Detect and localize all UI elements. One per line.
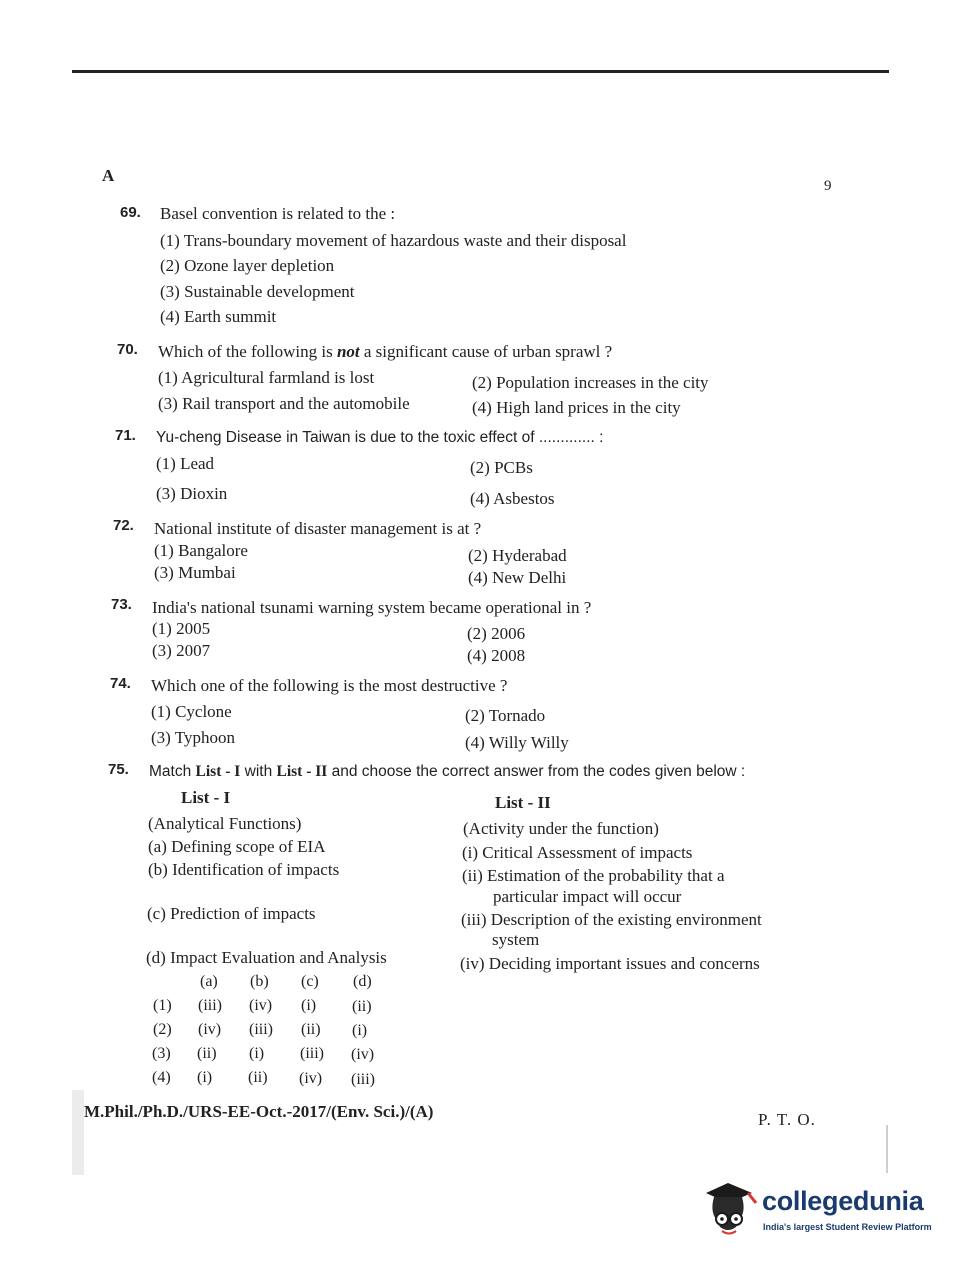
question-number: 70. xyxy=(117,341,138,358)
question-number: 69. xyxy=(120,204,141,221)
option: (2) PCBs xyxy=(470,458,533,477)
codes-cell: (ii) xyxy=(352,998,372,1015)
codes-cell: (i) xyxy=(197,1069,213,1086)
option: (4) New Delhi xyxy=(468,568,567,587)
question-text: India's national tsunami warning system became operational in ? xyxy=(152,598,592,617)
codes-cell: (ii) xyxy=(197,1045,217,1062)
brand-tagline: India's largest Student Review Platform xyxy=(763,1222,932,1232)
option: (4) High land prices in the city xyxy=(472,398,681,417)
option: (3) Rail transport and the automobile xyxy=(158,394,410,413)
question-number: 73. xyxy=(111,596,132,613)
question-text: Which one of the following is the most destructive ? xyxy=(151,676,508,695)
option: (2) Population increases in the city xyxy=(472,373,709,392)
codes-cell: (iii) xyxy=(351,1071,375,1088)
list1-heading: List - I xyxy=(181,788,231,807)
option: (4) Asbestos xyxy=(470,489,555,508)
option: (3) Sustainable development xyxy=(160,282,355,301)
question-text: Which of the following is not a significant cause of urban sprawl ? xyxy=(158,342,613,361)
option: (4) 2008 xyxy=(467,646,526,665)
question-number: 74. xyxy=(110,675,131,692)
codes-cell: (iv) xyxy=(299,1070,323,1087)
list2-item: (iii) Description of the existing environment xyxy=(461,910,762,929)
question-number: 71. xyxy=(115,427,136,444)
codes-cell: (iv) xyxy=(351,1046,375,1063)
codes-header: (a) xyxy=(200,973,218,990)
codes-cell: (ii) xyxy=(248,1069,268,1086)
option: (3) Typhoon xyxy=(151,728,235,747)
option: (2) Ozone layer depletion xyxy=(160,256,335,275)
option: (3) 2007 xyxy=(152,641,211,660)
question-text: Yu-cheng Disease in Taiwan is due to the toxic effect of ............. : xyxy=(156,429,604,446)
codes-cell: (iii) xyxy=(249,1021,273,1038)
page-number: 9 xyxy=(824,178,832,194)
list2-item: particular impact will occur xyxy=(493,887,682,906)
scan-edge-shadow xyxy=(72,1090,84,1175)
list1-item: (d) Impact Evaluation and Analysis xyxy=(146,948,387,967)
codes-row-label: (4) xyxy=(152,1069,171,1086)
codes-cell: (ii) xyxy=(301,1021,321,1038)
list1-subheading: (Analytical Functions) xyxy=(148,814,302,833)
codes-cell: (i) xyxy=(352,1022,368,1039)
list2-subheading: (Activity under the function) xyxy=(463,819,659,838)
codes-header: (d) xyxy=(353,973,372,990)
codes-cell: (iii) xyxy=(198,997,222,1014)
option: (2) 2006 xyxy=(467,624,526,643)
codes-cell: (iii) xyxy=(300,1045,324,1062)
codes-row-label: (3) xyxy=(152,1045,171,1062)
option: (1) Bangalore xyxy=(154,541,248,560)
top-rule xyxy=(72,70,889,73)
option: (2) Tornado xyxy=(465,706,546,725)
question-text: Match List - I with List - II and choose the correct answer from the codes given below : xyxy=(149,763,746,780)
codes-row-label: (1) xyxy=(153,997,172,1014)
option: (1) Lead xyxy=(156,454,215,473)
list2-item: system xyxy=(492,930,540,949)
option: (1) Cyclone xyxy=(151,702,232,721)
question-number: 72. xyxy=(113,517,134,534)
question-number: 75. xyxy=(108,761,129,778)
list2-heading: List - II xyxy=(495,793,551,812)
codes-header: (b) xyxy=(250,973,269,990)
list2-item: (ii) Estimation of the probability that a xyxy=(462,866,725,885)
brand-name: collegedunia xyxy=(762,1186,924,1216)
question-text: National institute of disaster management is at ? xyxy=(154,519,482,538)
codes-cell: (i) xyxy=(301,997,317,1014)
codes-cell: (i) xyxy=(249,1045,265,1062)
option: (4) Willy Willy xyxy=(465,733,569,752)
question-text: Basel convention is related to the : xyxy=(160,204,396,223)
list2-item: (i) Critical Assessment of impacts xyxy=(462,843,693,862)
list1-item: (c) Prediction of impacts xyxy=(147,904,316,923)
codes-header: (c) xyxy=(301,973,319,990)
option: (2) Hyderabad xyxy=(468,546,567,565)
scan-edge-line xyxy=(886,1125,888,1173)
option: (1) Trans-boundary movement of hazardous waste and their disposal xyxy=(160,231,627,250)
pto-label: P. T. O. xyxy=(758,1110,816,1129)
option: (3) Mumbai xyxy=(154,563,236,582)
option: (1) Agricultural farmland is lost xyxy=(158,368,375,387)
codes-row-label: (2) xyxy=(153,1021,172,1038)
option: (3) Dioxin xyxy=(156,484,228,503)
codes-cell: (iv) xyxy=(249,997,273,1014)
option: (4) Earth summit xyxy=(160,307,277,326)
list1-item: (a) Defining scope of EIA xyxy=(148,837,326,856)
paper-code: M.Phil./Ph.D./URS-EE-Oct.-2017/(Env. Sci.)/(A) xyxy=(84,1102,434,1121)
list2-item: (iv) Deciding important issues and concerns xyxy=(460,954,760,973)
series-label: A xyxy=(102,166,115,185)
option: (1) 2005 xyxy=(152,619,211,638)
codes-cell: (iv) xyxy=(198,1021,222,1038)
list1-item: (b) Identification of impacts xyxy=(148,860,340,879)
